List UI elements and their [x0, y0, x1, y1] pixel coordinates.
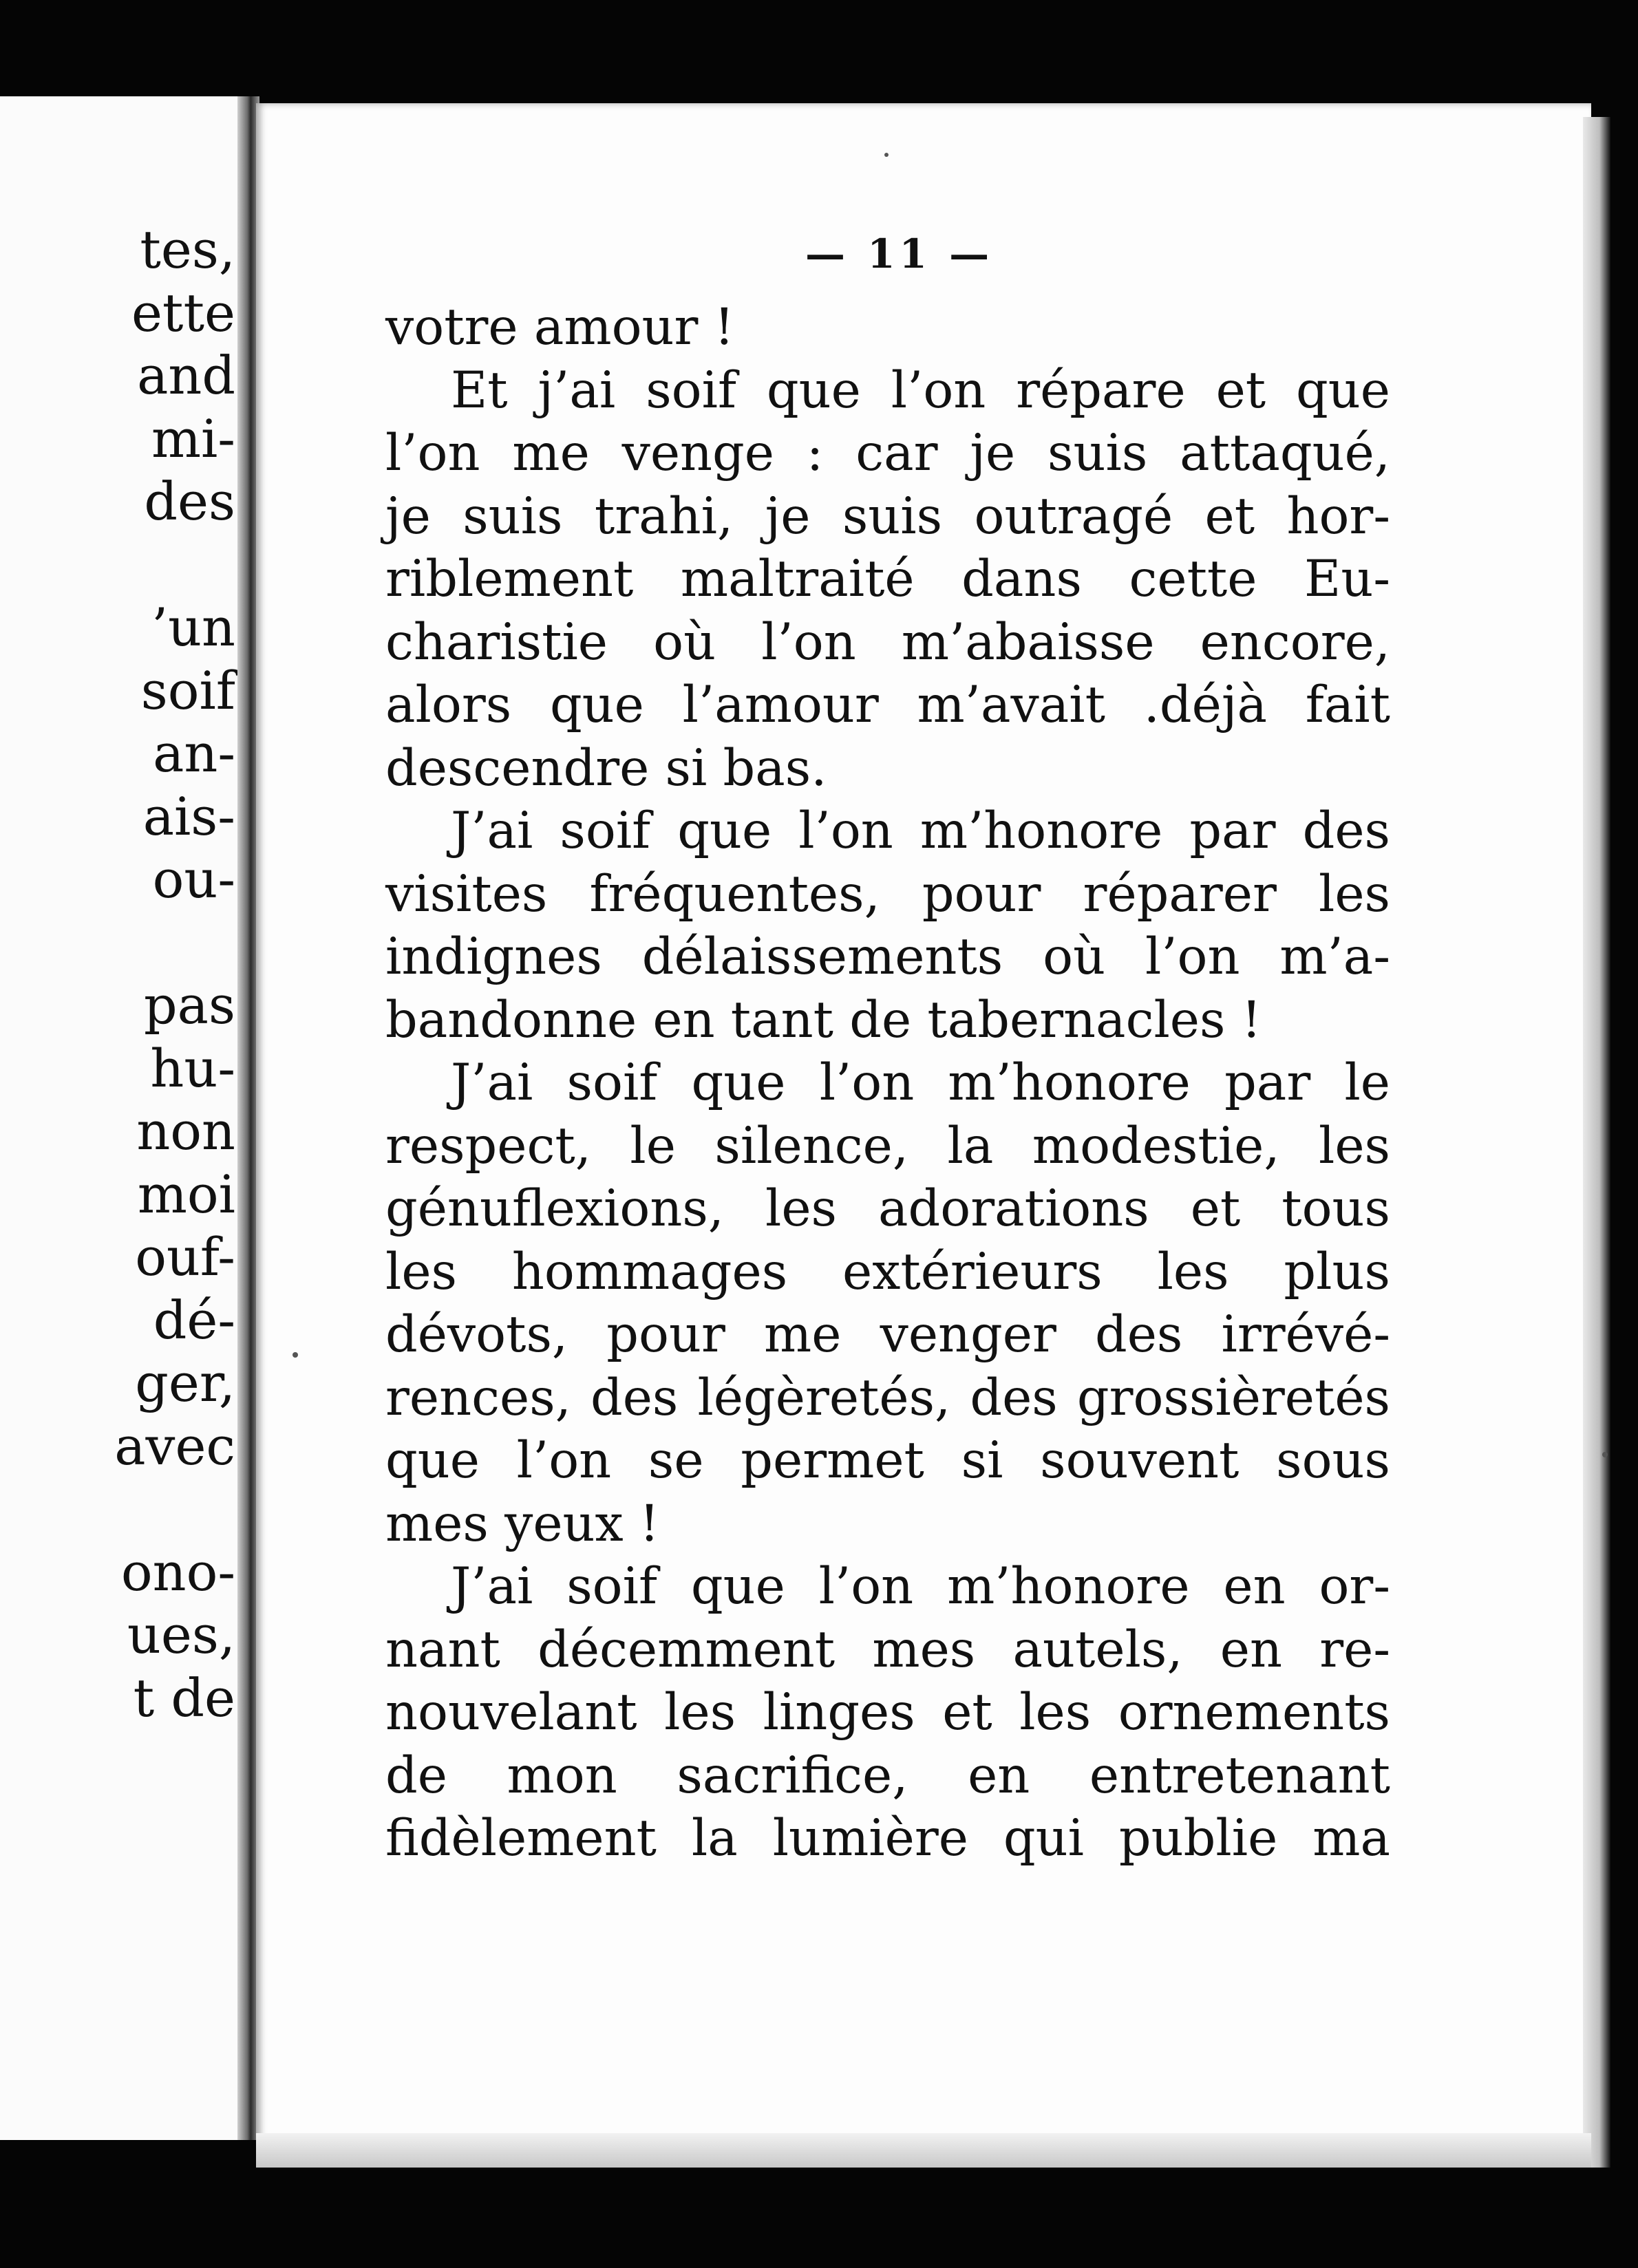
left-page-fragment: ono-: [120, 1541, 235, 1603]
left-page-fragment: t de: [133, 1667, 235, 1729]
text-line: J’ai soif que l’on m’honore par des: [451, 802, 1390, 860]
text-line: dévots, pour me venger des irrévé-: [385, 1305, 1390, 1364]
left-page-fragment: mi-: [151, 407, 235, 469]
left-page-fragment: avec: [114, 1415, 235, 1477]
left-page-fragment: ais-: [142, 785, 235, 847]
left-page-fragment: tes,: [140, 219, 235, 280]
left-page-fragment: an-: [153, 723, 235, 784]
text-line: que l’on se permet si souvent sous: [385, 1431, 1390, 1490]
text-line: fidèlement la lumière qui publie ma: [385, 1809, 1390, 1868]
text-line: je suis trahi, je suis outragé et hor-: [385, 486, 1390, 546]
left-page-fragment: dé-: [153, 1289, 235, 1351]
dust-speck: [292, 1352, 298, 1358]
text-line: charistie où l’on m’abaisse encore,: [385, 612, 1390, 672]
left-page-fragment: moi: [137, 1163, 235, 1225]
left-page-fragment: non: [136, 1100, 235, 1162]
previous-page: [0, 96, 249, 2140]
text-line: génuflexions, les adorations et tous: [385, 1179, 1390, 1238]
text-line: Et j’ai soif que l’on répare et que: [451, 361, 1390, 420]
text-line: l’on me venge : car je suis attaqué,: [385, 424, 1390, 482]
text-line: nant décemment mes autels, en re-: [385, 1620, 1390, 1679]
text-line: J’ai soif que l’on m’honore en or-: [451, 1557, 1390, 1616]
left-page-fragment: ger,: [135, 1352, 235, 1413]
page-bottom-shadow: [256, 2133, 1591, 2168]
left-page-fragment: hu-: [150, 1037, 235, 1099]
text-line: alors que l’amour m’avait .déjà fait: [385, 676, 1390, 734]
text-line: descendre si bas.: [385, 738, 827, 798]
left-page-fragment: ’un: [151, 597, 235, 658]
text-line: respect, le silence, la modestie, les: [385, 1116, 1390, 1175]
left-page-fragment: ouf-: [135, 1226, 235, 1287]
dust-speck: [884, 153, 889, 157]
left-page-fragment: ues,: [127, 1604, 235, 1665]
left-page-fragment: and: [137, 345, 235, 406]
text-line: indignes délaissements où l’on m’a-: [385, 928, 1390, 986]
text-line: les hommages extérieurs les plus: [385, 1242, 1390, 1301]
text-line: riblement maltraité dans cette Eu-: [385, 550, 1390, 608]
left-page-fragment: ette: [131, 281, 235, 343]
text-line: rences, des légèretés, des grossièretés: [385, 1368, 1390, 1427]
text-line: de mon sacrifice, en entretenant: [385, 1746, 1390, 1805]
left-page-fragment: ou-: [152, 848, 235, 910]
text-line: mes yeux !: [385, 1494, 660, 1553]
left-page-fragment: soif: [140, 659, 235, 721]
page-edge: [1583, 117, 1610, 2168]
body-text: [385, 296, 1390, 1870]
text-line: visites fréquentes, pour réparer les: [385, 864, 1390, 923]
left-page-fragment: pas: [144, 974, 235, 1036]
text-line: bandonne en tant de tabernacles !: [385, 990, 1262, 1049]
text-line: votre amour !: [385, 298, 734, 356]
text-line: J’ai soif que l’on m’honore par le: [451, 1053, 1390, 1112]
page-number: — 11 —: [805, 231, 994, 277]
left-page-fragment: des: [144, 471, 235, 532]
dust-speck: [1602, 1452, 1608, 1457]
text-line: nouvelant les linges et les ornements: [385, 1683, 1390, 1742]
